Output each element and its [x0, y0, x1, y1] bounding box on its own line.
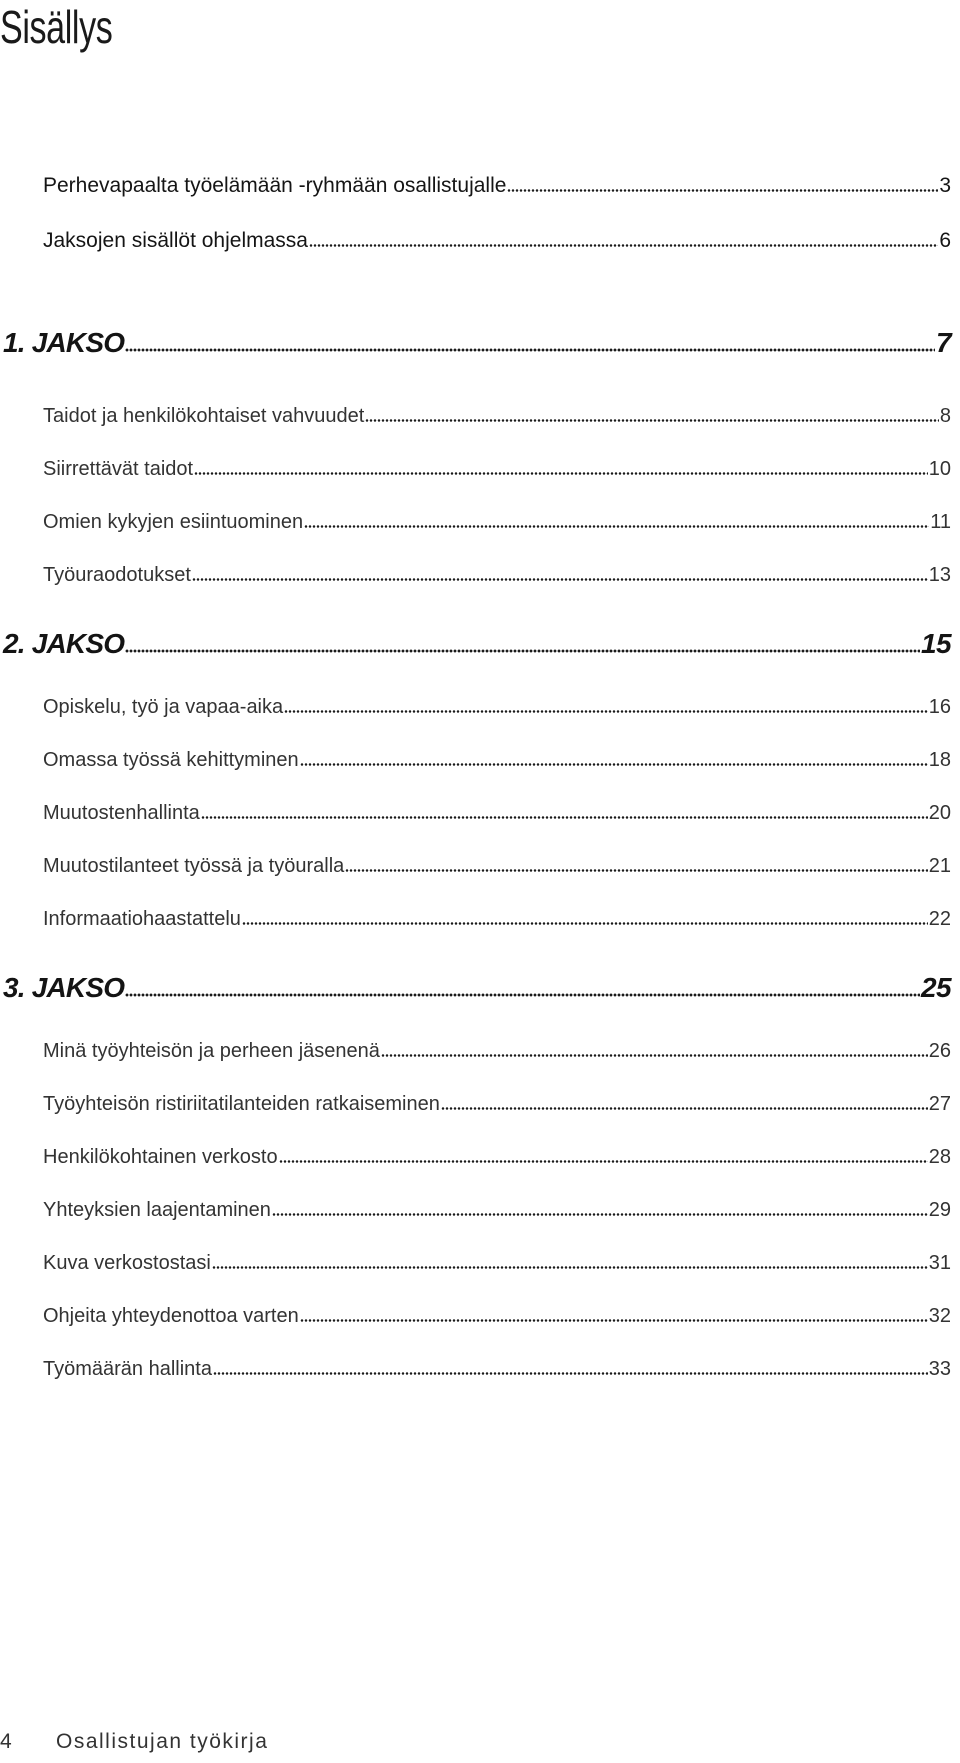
- toc-entry-label: Työuraodotukset: [43, 564, 191, 586]
- toc-entry-page: 21: [928, 855, 951, 877]
- toc-entry[interactable]: [43, 802, 951, 825]
- toc-entry[interactable]: [43, 855, 951, 878]
- toc-entry[interactable]: [43, 696, 951, 719]
- toc-entry[interactable]: [43, 1358, 951, 1381]
- toc-entry-page: 27: [928, 1093, 951, 1115]
- dot-leader: [212, 1266, 928, 1269]
- footer-book-title: Osallistujan työkirja: [56, 1730, 269, 1753]
- toc-entry[interactable]: [43, 229, 951, 253]
- dot-leader: [213, 1372, 928, 1375]
- toc-entry-label: Perhevapaalta työelämään -ryhmään osallistujalle: [43, 174, 507, 197]
- page-title: Sisällys: [0, 1, 113, 53]
- toc-entry-page: 31: [928, 1252, 951, 1274]
- page-footer: [0, 1730, 400, 1760]
- dot-leader: [192, 578, 928, 581]
- toc-entry-page: 28: [928, 1146, 951, 1168]
- footer-page-number: 4: [0, 1730, 12, 1753]
- dot-leader: [194, 472, 928, 475]
- dot-leader: [365, 419, 939, 422]
- toc-entry-page: 18: [928, 749, 951, 771]
- toc-entry-page: 3: [939, 174, 951, 197]
- toc-entry[interactable]: [43, 908, 951, 931]
- toc-section-label: 3. JAKSO: [3, 972, 125, 1003]
- toc-section-page: 25: [921, 972, 951, 1003]
- dot-leader: [345, 869, 927, 872]
- toc-entry-label: Taidot ja henkilökohtaiset vahvuudet: [43, 405, 365, 427]
- dot-leader: [125, 348, 935, 352]
- dot-leader: [309, 244, 938, 247]
- toc-entry-label: Siirrettävät taidot: [43, 458, 194, 480]
- dot-leader: [300, 1319, 928, 1322]
- dot-leader: [304, 525, 929, 528]
- toc-entry-page: 32: [928, 1305, 951, 1327]
- toc-entry-page: 13: [928, 564, 951, 586]
- dot-leader: [441, 1107, 928, 1110]
- toc-entry-page: 33: [928, 1358, 951, 1380]
- toc-entry[interactable]: [43, 564, 951, 587]
- toc-section-page: 15: [921, 628, 951, 659]
- dot-leader: [272, 1213, 928, 1216]
- dot-leader: [125, 649, 920, 653]
- toc-entry-page: 26: [928, 1040, 951, 1062]
- dot-leader: [507, 189, 938, 192]
- toc-entry-label: Muutostenhallinta: [43, 802, 200, 824]
- toc-section[interactable]: [3, 628, 951, 660]
- toc-entry[interactable]: [43, 749, 951, 772]
- dot-leader: [201, 816, 928, 819]
- toc-section-page: 7: [936, 327, 951, 358]
- toc-entry-label: Henkilökohtainen verkosto: [43, 1146, 278, 1168]
- toc-entry-label: Jaksojen sisällöt ohjelmassa: [43, 229, 308, 252]
- toc-entry-label: Kuva verkostostasi: [43, 1252, 211, 1274]
- toc-entry-label: Työmäärän hallinta: [43, 1358, 212, 1380]
- toc-section-label: 1. JAKSO: [3, 327, 125, 358]
- toc-entry-label: Yhteyksien laajentaminen: [43, 1199, 271, 1221]
- toc-entry[interactable]: [43, 1146, 951, 1169]
- toc-entry-label: Informaatiohaastattelu: [43, 908, 241, 930]
- toc-entry-label: Opiskelu, työ ja vapaa-aika: [43, 696, 284, 718]
- toc-entry-page: 29: [928, 1199, 951, 1221]
- toc-entry[interactable]: [43, 1093, 951, 1116]
- dot-leader: [125, 993, 920, 997]
- dot-leader: [381, 1054, 928, 1057]
- toc-entry[interactable]: [43, 1199, 951, 1222]
- toc-entry[interactable]: [43, 458, 951, 481]
- dot-leader: [284, 710, 928, 713]
- toc-section-label: 2. JAKSO: [3, 628, 125, 659]
- toc-section[interactable]: [3, 972, 951, 1004]
- toc-entry-label: Muutostilanteet työssä ja työuralla: [43, 855, 345, 877]
- toc-entry-page: 10: [928, 458, 951, 480]
- toc-entry[interactable]: [43, 174, 951, 198]
- toc-entry-page: 8: [939, 405, 951, 427]
- toc-entry-page: 20: [928, 802, 951, 824]
- toc-entry-label: Minä työyhteisön ja perheen jäsenenä: [43, 1040, 380, 1062]
- dot-leader: [242, 922, 928, 925]
- toc-entry-label: Omien kykyjen esiintuominen: [43, 511, 304, 533]
- toc-entry-label: Työyhteisön ristiriitatilanteiden ratkaiseminen: [43, 1093, 440, 1115]
- toc-entry[interactable]: [43, 1252, 951, 1275]
- toc-entry-label: Ohjeita yhteydenottoa varten: [43, 1305, 299, 1327]
- toc-entry[interactable]: [43, 1040, 951, 1063]
- toc-entry[interactable]: [43, 405, 951, 428]
- toc-entry-page: 11: [930, 511, 951, 533]
- toc-entry-label: Omassa työssä kehittyminen: [43, 749, 299, 771]
- toc-entry-page: 22: [928, 908, 951, 930]
- toc-entry-page: 16: [928, 696, 951, 718]
- toc-section[interactable]: [3, 327, 951, 359]
- toc-entry[interactable]: [43, 1305, 951, 1328]
- dot-leader: [300, 763, 928, 766]
- dot-leader: [279, 1160, 928, 1163]
- toc-entry-page: 6: [939, 229, 951, 252]
- toc-entry[interactable]: [43, 511, 951, 534]
